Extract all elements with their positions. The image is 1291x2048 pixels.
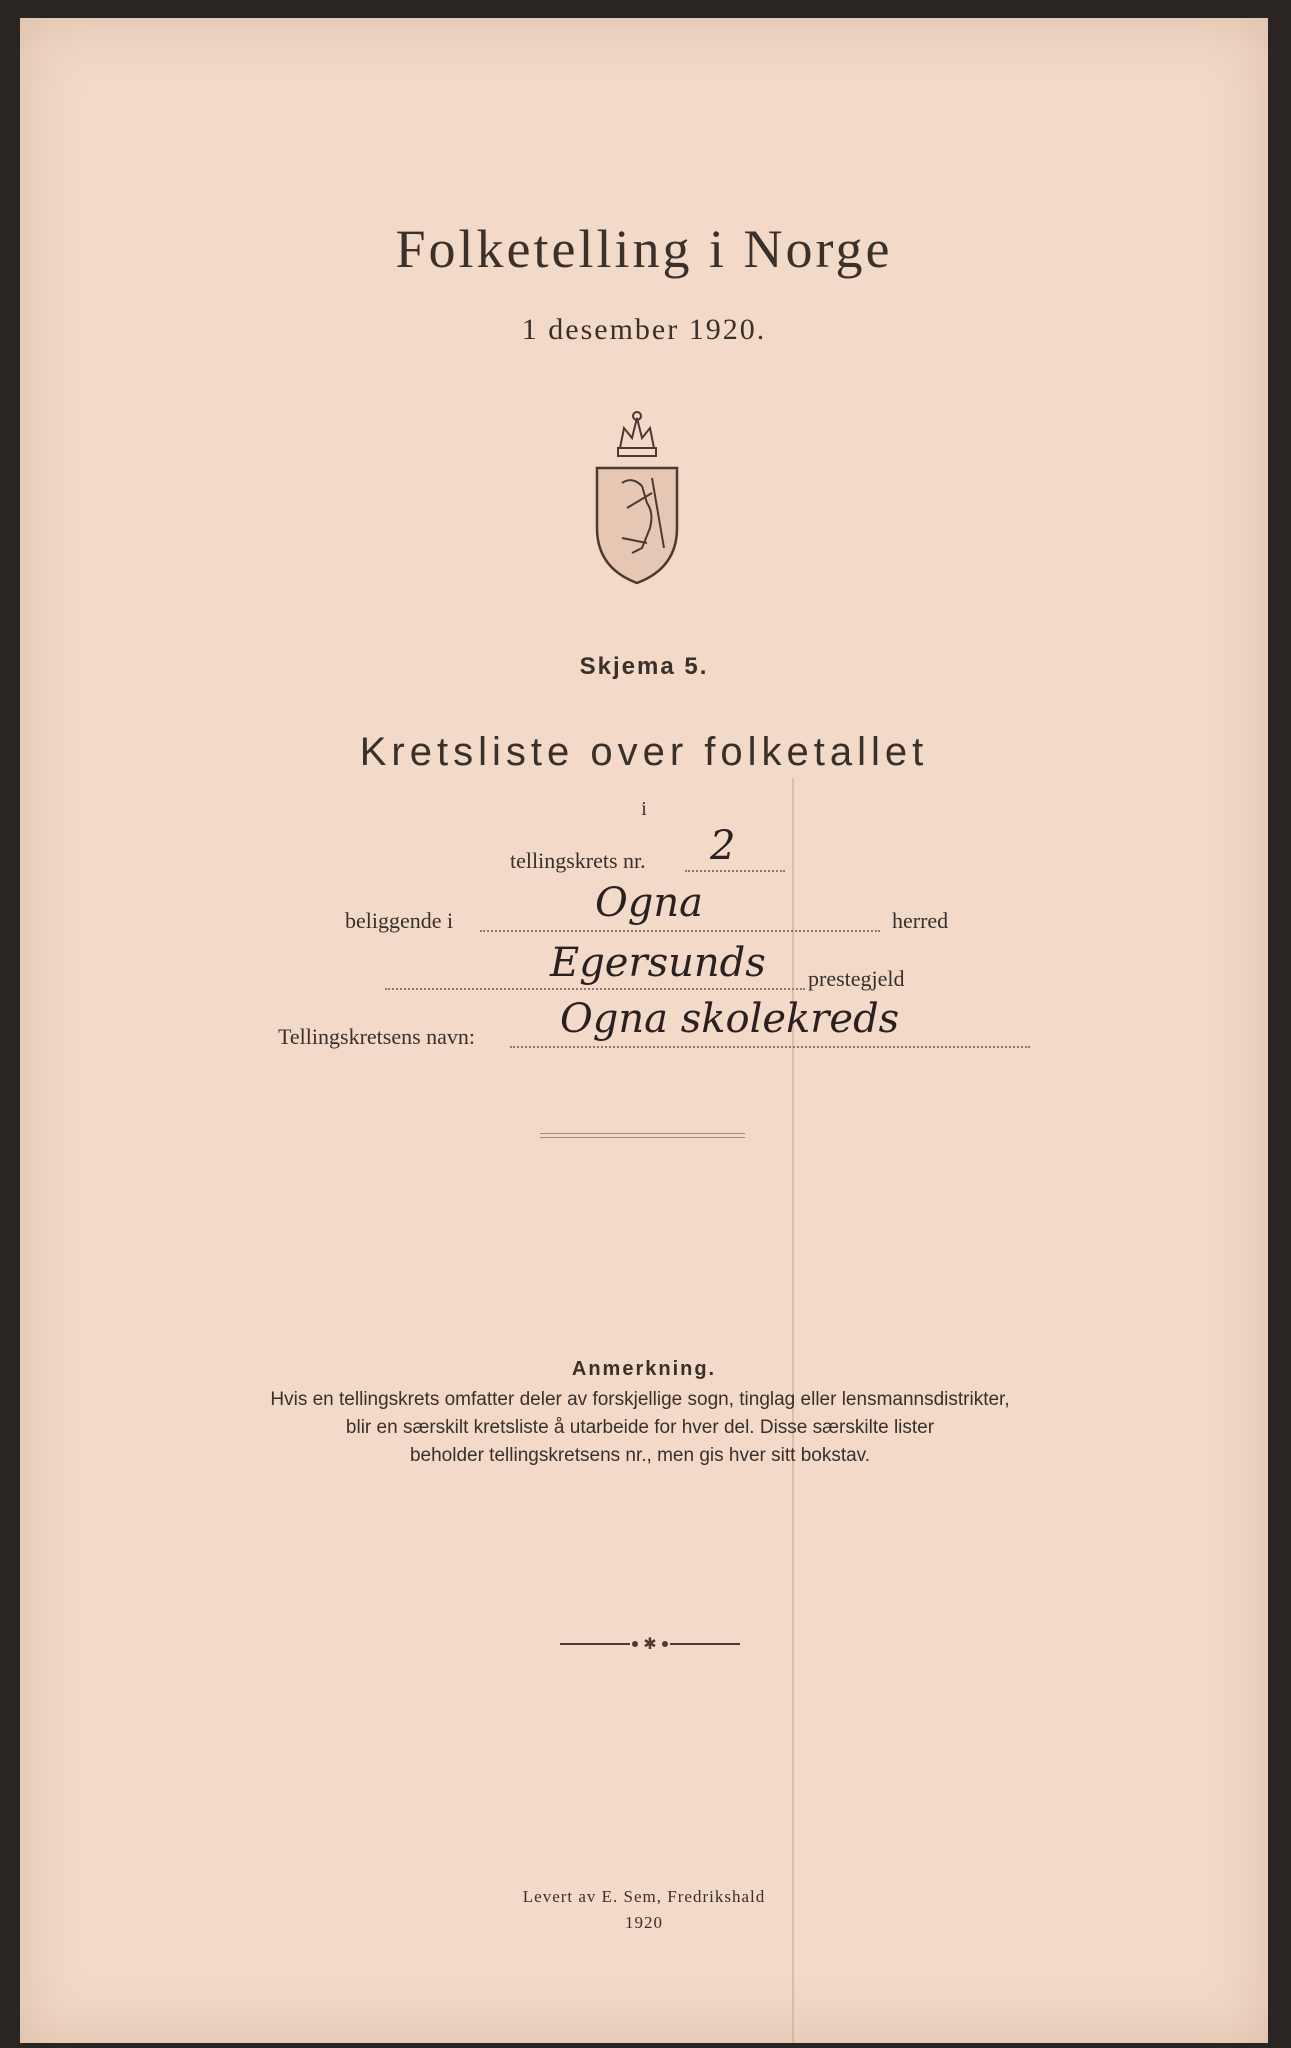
herred-value: Ogna [595,880,704,926]
connector-word: i [641,798,647,820]
divider-rule [540,1133,745,1138]
prestegjeld-label: prestegjeld [808,966,905,991]
form-date: 1 desember 1920. [521,313,767,346]
herred-line [480,930,880,932]
krets-value: 2 [710,823,736,869]
ornament-divider-icon [560,1636,740,1652]
navn-label: Tellingskretsens navn: [278,1024,476,1049]
krets-line [685,870,785,872]
note-line-1: Hvis en tellingskrets omfatter deler av forskjellige sogn, tinglag eller lensmannsdistrikter, [270,1389,1010,1410]
note-heading: Anmerkning. [571,1358,717,1380]
navn-value: Ogna skolekreds [560,996,900,1042]
note-line-2: blir en særskilt kretsliste å utarbeide for hver del. Disse særskilte lister [345,1417,935,1438]
norway-coat-of-arms-icon [592,408,682,588]
footer-year: 1920 [625,1913,663,1932]
schema-label: Skjema 5. [579,653,709,680]
note-line-3: beholder tellingskretsens nr., men gis hver sitt bokstav. [409,1445,871,1466]
prestegjeld-value: Egersunds [550,940,766,986]
beliggende-label: beliggende i [345,908,454,933]
svg-text:✱: ✱ [643,1636,657,1652]
krets-label: tellingskrets nr. [510,848,646,873]
herred-label: herred [892,908,949,933]
form-title: Folketelling i Norge [395,219,893,279]
census-form-page [20,18,1268,2043]
navn-line [510,1046,1030,1048]
prestegjeld-line [385,988,805,990]
form-heading: Kretsliste over folketallet [359,730,929,774]
footer-publisher: Levert av E. Sem, Fredrikshald [522,1887,766,1906]
